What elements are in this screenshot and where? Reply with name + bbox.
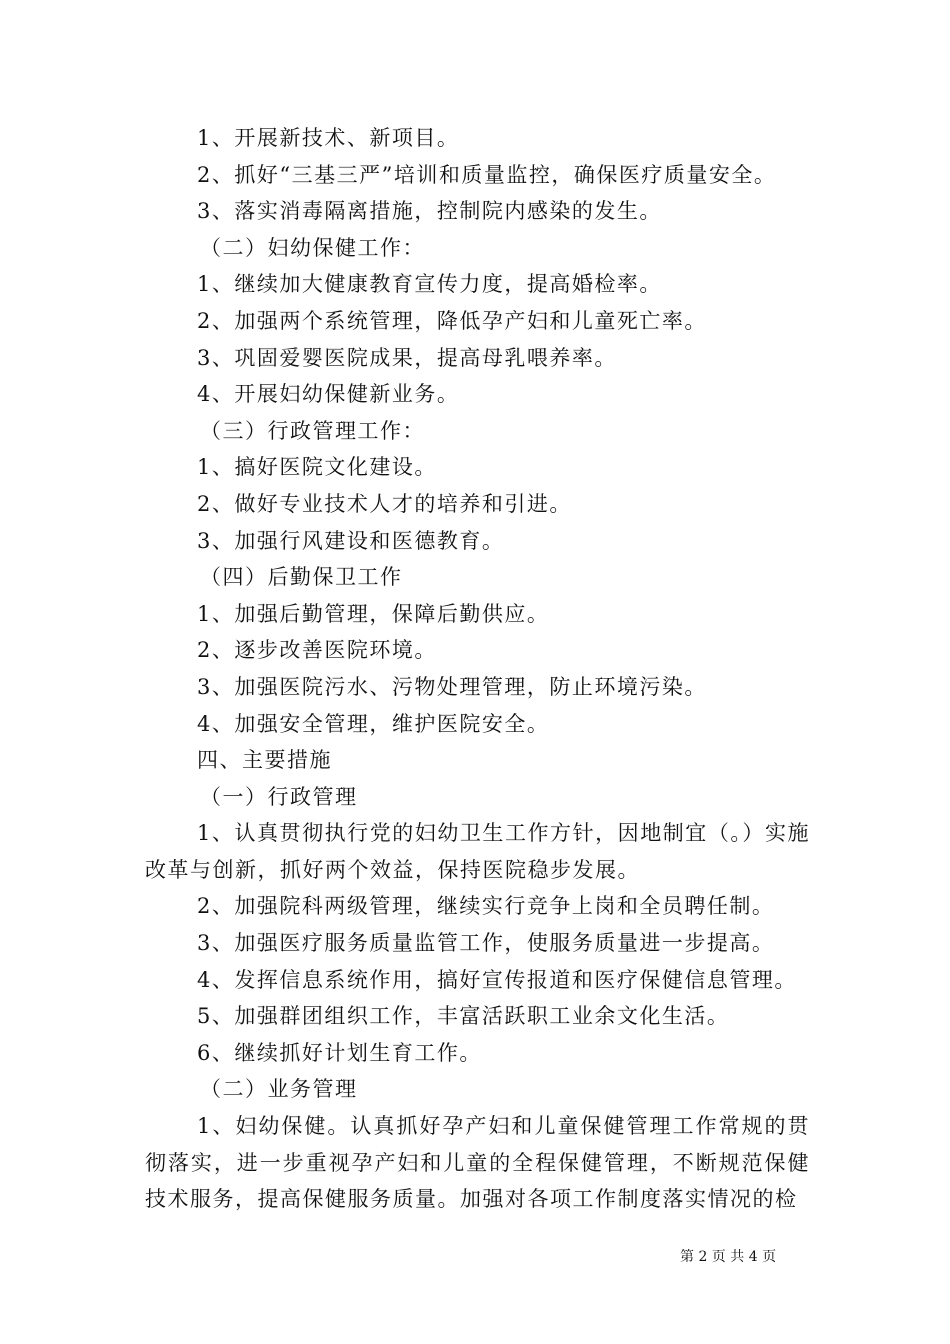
- text-line: 2、做好专业技术人才的培养和引进。: [197, 491, 572, 516]
- section-heading: （一）行政管理: [200, 784, 358, 809]
- document-body: [145, 120, 810, 1218]
- text-line: 2、抓好“三基三严”培训和质量监控，确保医疗质量安全。: [197, 162, 777, 187]
- section-heading: （三）行政管理工作：: [200, 418, 425, 443]
- paragraph: 1、妇幼保健。认真抓好孕产妇和儿童保健管理工作常规的贯彻落实，进一步重视孕产妇和儿童的全程保健管理，不断规范保健技术服务，提高保健服务质量。加强对各项工作制度落实情况的检: [145, 1114, 810, 1212]
- text-line: 5、加强群团组织工作，丰富活跃职工业余文化生活。: [197, 1004, 730, 1029]
- section-heading: （二）业务管理: [200, 1077, 358, 1102]
- text-line: 1、继续加大健康教育宣传力度，提高婚检率。: [197, 272, 662, 297]
- section-heading: （二）妇幼保健工作：: [200, 235, 425, 260]
- text-line: 1、开展新技术、新项目。: [197, 126, 460, 150]
- text-line: 3、加强医疗服务质量监管工作，使服务质量进一步提高。: [197, 931, 775, 956]
- text-line: 2、加强院科两级管理，继续实行竞争上岗和全员聘任制。: [197, 894, 775, 919]
- text-line: 1、搞好医院文化建设。: [197, 455, 437, 480]
- text-line: 3、落实消毒隔离措施，控制院内感染的发生。: [197, 199, 662, 224]
- text-line: 3、巩固爱婴医院成果，提高母乳喂养率。: [197, 345, 617, 370]
- text-line: 1、加强后勤管理，保障后勤供应。: [197, 601, 550, 626]
- text-line: 3、加强医院污水、污物处理管理，防止环境污染。: [197, 674, 707, 699]
- text-line: 2、加强两个系统管理，降低孕产妇和儿童死亡率。: [197, 308, 707, 333]
- text-line: 6、继续抓好计划生育工作。: [197, 1040, 482, 1065]
- page-number-footer: 第 2 页 共 4 页: [680, 1249, 777, 1265]
- text-line: 4、加强安全管理，维护医院安全。: [197, 711, 550, 736]
- text-line: 2、逐步改善医院环境。: [197, 638, 437, 663]
- section-heading: （四）后勤保卫工作: [200, 565, 403, 590]
- text-line: 3、加强行风建设和医德教育。: [197, 528, 505, 553]
- paragraph: 1、认真贯彻执行党的妇幼卫生工作方针，因地制宜（。）实施改革与创新，抓好两个效益，保持医院稳步发展。: [145, 821, 810, 882]
- text-line: 4、发挥信息系统作用，搞好宣传报道和医疗保健信息管理。: [197, 967, 797, 992]
- text-line: 4、开展妇幼保健新业务。: [197, 382, 460, 407]
- section-heading: 四、主要措施: [197, 748, 332, 773]
